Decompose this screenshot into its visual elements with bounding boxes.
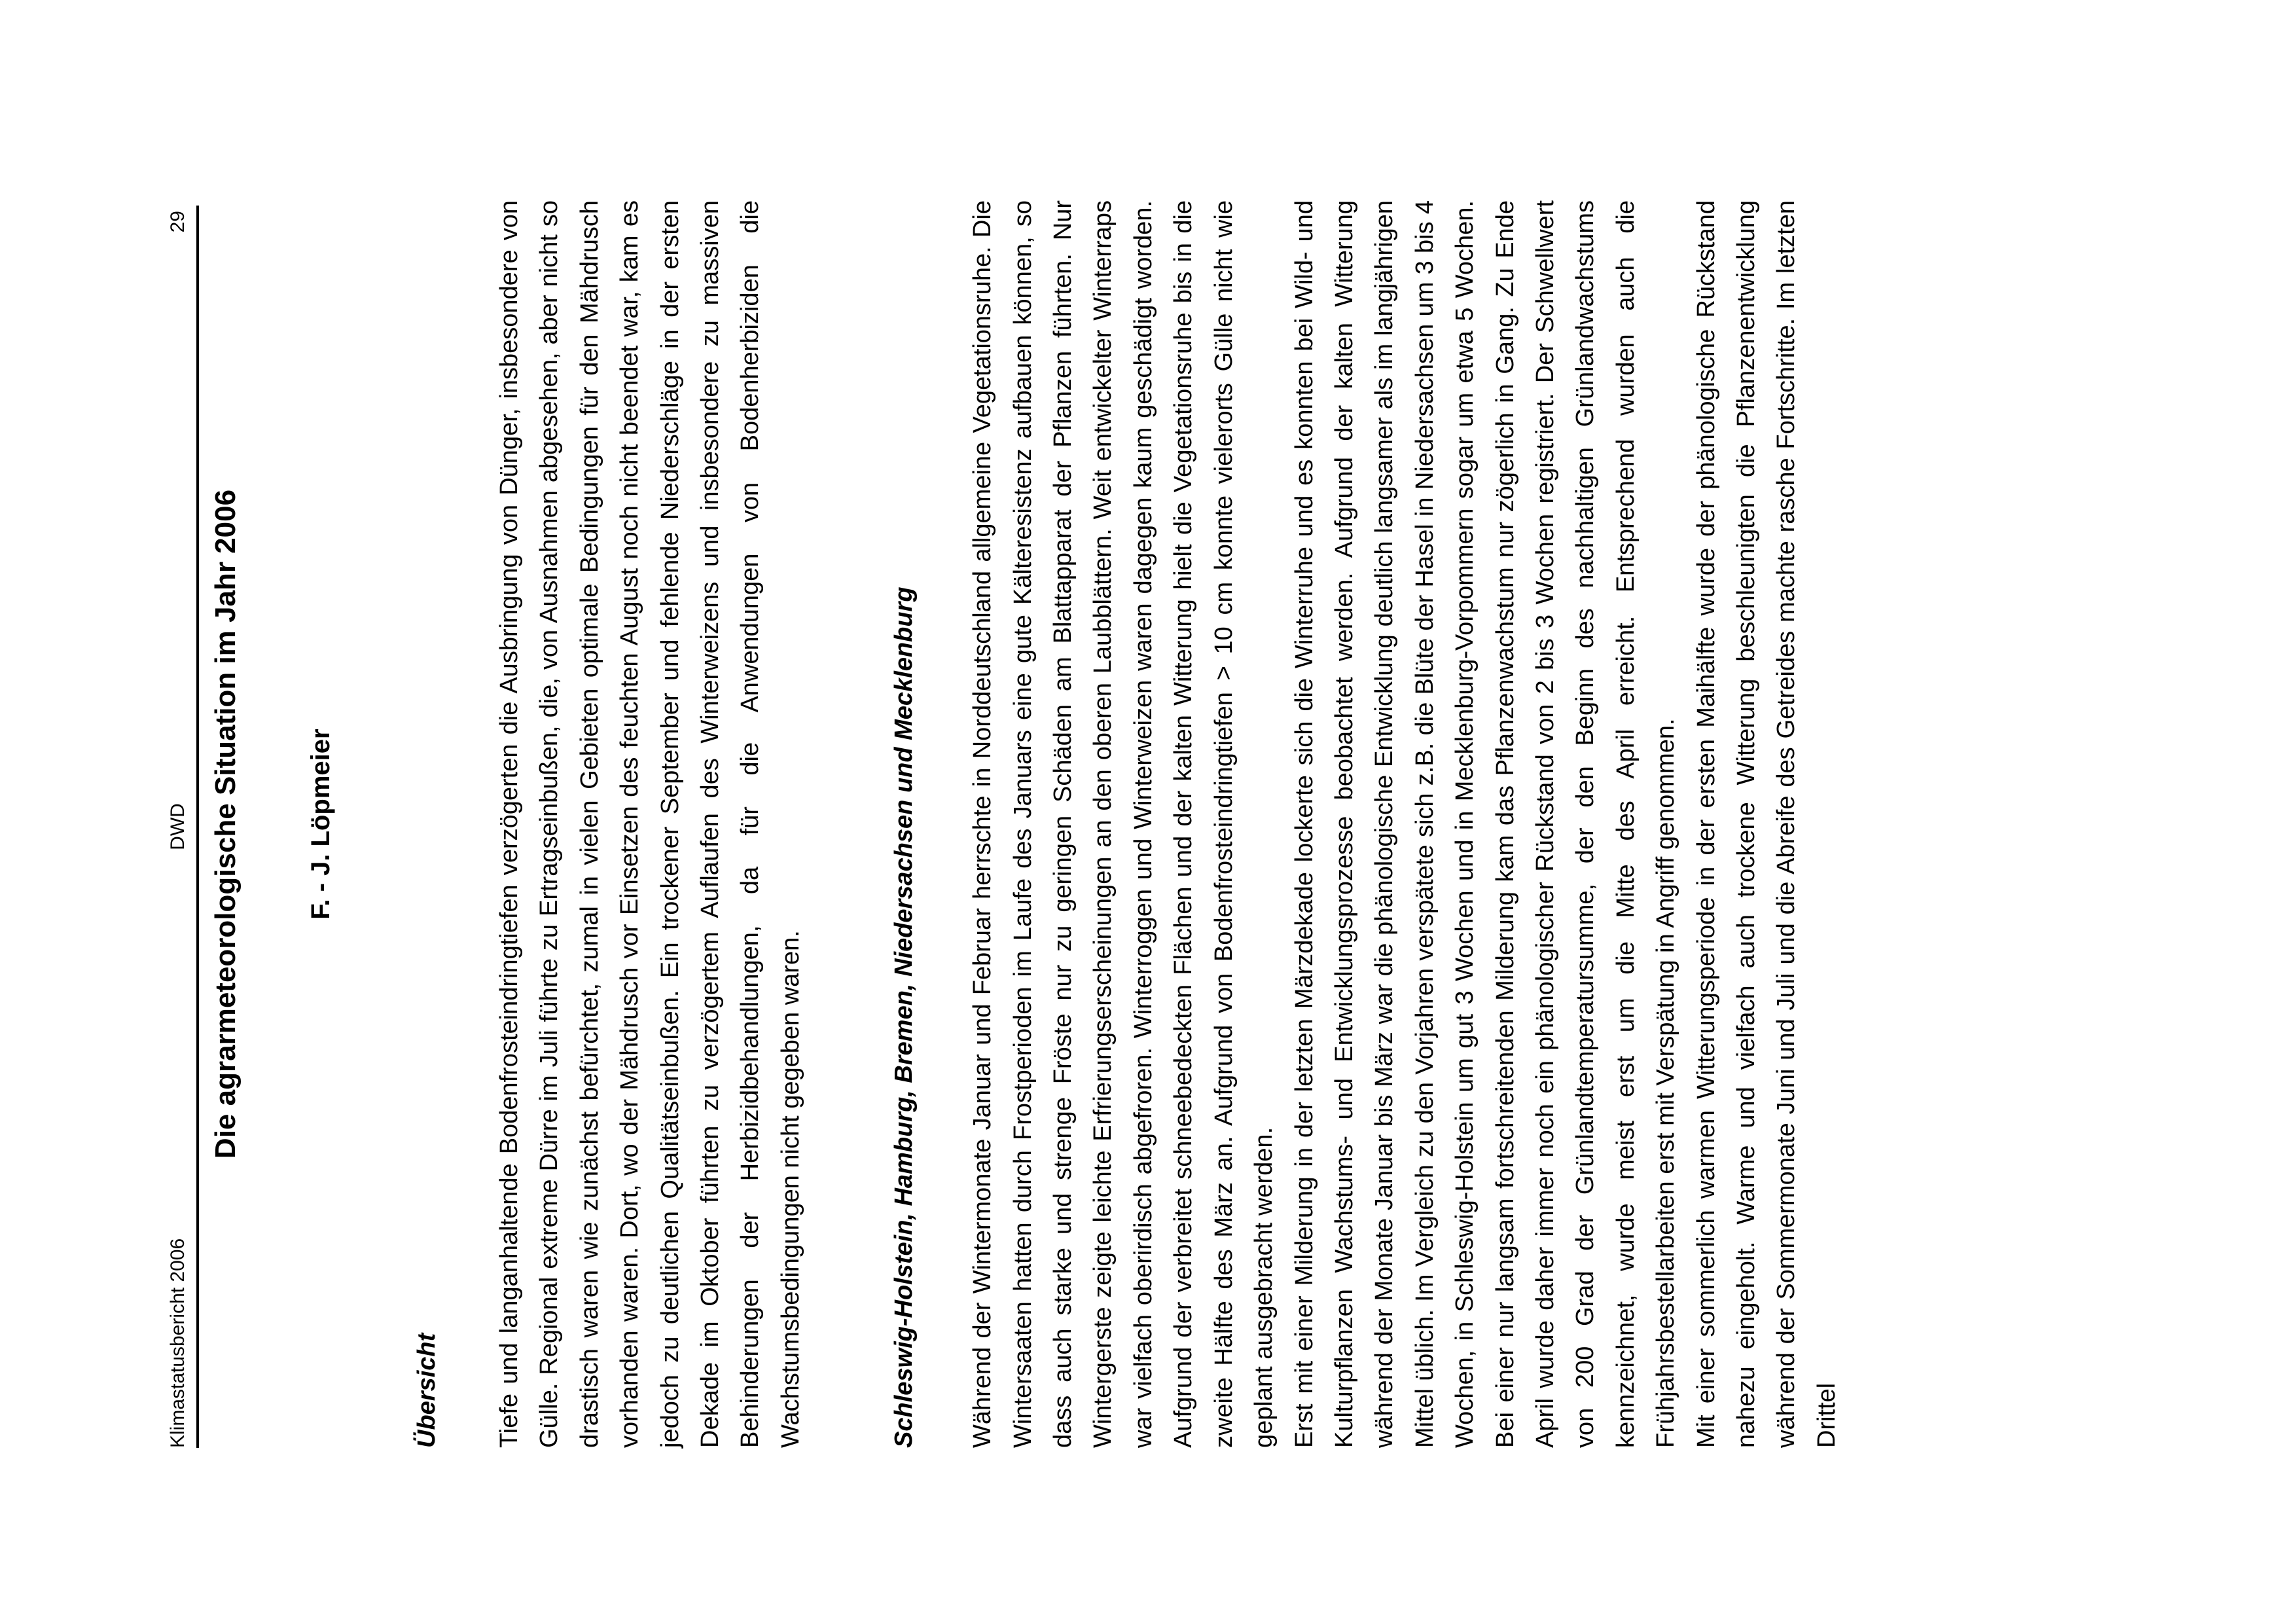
article-title: Die agrarmeteorologische Situation im Jahr 2006 <box>209 489 242 1159</box>
page-header <box>152 206 199 1448</box>
article-author: F. - J. Löpmeier <box>306 729 335 920</box>
paragraph: Mit einer sommerlich warmen Witterungsperiode in der ersten Maihälfte wurde der phänologische Rückstand nahezu eingeholt. Warme und vielfach auch trockene Witterung beschleunigten die Pflanzenentwicklung während der Sommermonate Juni und Juli und die Abreife des Getreides machte rasche Fortschritte. Im letzten Drittel <box>1692 200 1840 1448</box>
paragraph: Während der Wintermonate Januar und Februar herrschte in Norddeutschland allgemeine Vegetationsruhe. Die Wintersaaten hatten durch Frostperioden im Laufe des Januars eine gute Kälteresistenz aufbauen können, so dass auch starke und strenge Fröste nur zu geringen Schäden am Blattapparat der Pflanzen führten. Nur Wintergerste zeigte leichte Erfrierungserscheinungen an den oberen Laubblättern. Weit entwickelter Winterraps war vielfach oberirdisch abgefroren. Winterroggen und Winterweizen waren dagegen kaum geschädigt worden. Aufgrund der verbreitet schneebedeckten Flächen und der kalten Witterung hielt die Vegetationsruhe bis in die zweite Hälfte des März an. Aufgrund von Bodenfrosteindringtiefen > 10 cm konnte vielerorts Gülle nicht wie geplant ausgebracht werden. <box>969 200 1278 1448</box>
article-body <box>208 200 1847 1448</box>
section-heading-uebersicht: Übersicht <box>413 1333 440 1448</box>
header-publisher: DWD <box>167 803 188 850</box>
paragraph: Erst mit einer Milderung in der letzten Märzdekade lockerte sich die Winterruhe und es konnten bei Wild- und Kulturpflanzen Wachstums- und Entwicklungsprozesse beobachtet werden. Aufgrund der kalten Witterung während der Monate Januar bis März war die phänologische Entwicklung deutlich langsamer als im langjährigen Mittel üblich. Im Vergleich zu den Vorjahren verspätete sich z.B. die Blüte der Hasel in Niedersachsen um 3 bis 4 Wochen, in Schleswig-Holstein um gut 3 Wochen und in Mecklenburg-Vorpommern sogar um etwa 5 Wochen. Bei einer nur langsam fortschreitenden Milderung kam das Pflanzenwachstum nur zögerlich in Gang. Zu Ende April wurde daher immer noch ein phänologischer Rückstand von 2 bis 3 Wochen registriert. Der Schwellwert von 200 Grad der Grünlandtemperatursumme, der den Beginn des nachhaltigen Grünlandwachstums kennzeichnet, wurde meist erst um die Mitte des April erreicht. Entsprechend wurden auch die Frühjahrsbestellarbeiten erst mit Verspätung in Angriff genommen. <box>1290 200 1680 1448</box>
header-report-title: Klimastatusbericht 2006 <box>167 1238 188 1448</box>
header-page-number: 29 <box>167 211 188 233</box>
section-heading-norddeutschland: Schleswig-Holstein, Hamburg, Bremen, Niedersachsen und Mecklenburg <box>890 586 918 1448</box>
paragraph: Tiefe und langanhaltende Bodenfrosteindringtiefen verzögerten die Ausbringung von Dünger, insbesondere von Gülle. Regional extreme Dürre im Juli führte zu Ertragseinbußen, die, von Ausnahmen abgesehen, aber nicht so drastisch waren wie zunächst befürchtet, zumal in vielen Gebieten optimale Bedingungen für den Mähdrusch vorhanden waren. Dort, wo der Mähdrusch vor Einsetzen des feuchten August noch nicht beendet war, kam es jedoch zu deutlichen Qualitätseinbußen. Ein trockener September und fehlende Niederschläge in der ersten Dekade im Oktober führten zu verzögertem Auflaufen des Winterweizens und insbesondere zu massiven Behinderungen der Herbizidbehandlungen, da für die Anwendungen von Bodenherbiziden die Wachstumsbedingungen nicht gegeben waren. <box>495 200 804 1448</box>
